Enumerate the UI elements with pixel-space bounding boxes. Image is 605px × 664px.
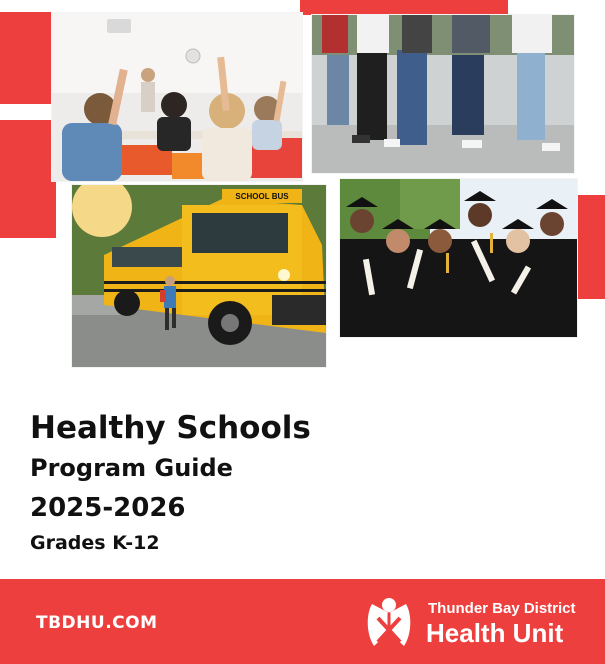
title-block — [30, 408, 311, 558]
health-unit-logo — [362, 596, 582, 652]
page-title: Healthy Schools — [30, 410, 311, 446]
logo-text-health-unit: Health Unit — [426, 618, 564, 648]
decor-block-mid-left — [0, 120, 56, 238]
program-guide-heading: Program Guide — [30, 454, 233, 482]
health-unit-logo-icon — [362, 596, 416, 652]
decor-block-top-left — [0, 12, 58, 104]
school-bus-photo — [71, 184, 327, 368]
decor-block-right — [575, 195, 605, 299]
website-link[interactable]: TBDHU.COM — [36, 613, 158, 633]
logo-text-organization: Thunder Bay District — [428, 600, 576, 617]
graduates-photo — [339, 178, 578, 338]
classroom-photo — [51, 12, 303, 182]
bus-sign-text: SCHOOL BUS — [235, 192, 289, 201]
footer-bar — [0, 579, 605, 664]
decor-block-top-center — [300, 0, 508, 15]
school-year-heading: 2025-2026 — [30, 493, 186, 523]
students-walking-photo — [311, 14, 575, 174]
grades-heading: Grades K-12 — [30, 532, 160, 554]
